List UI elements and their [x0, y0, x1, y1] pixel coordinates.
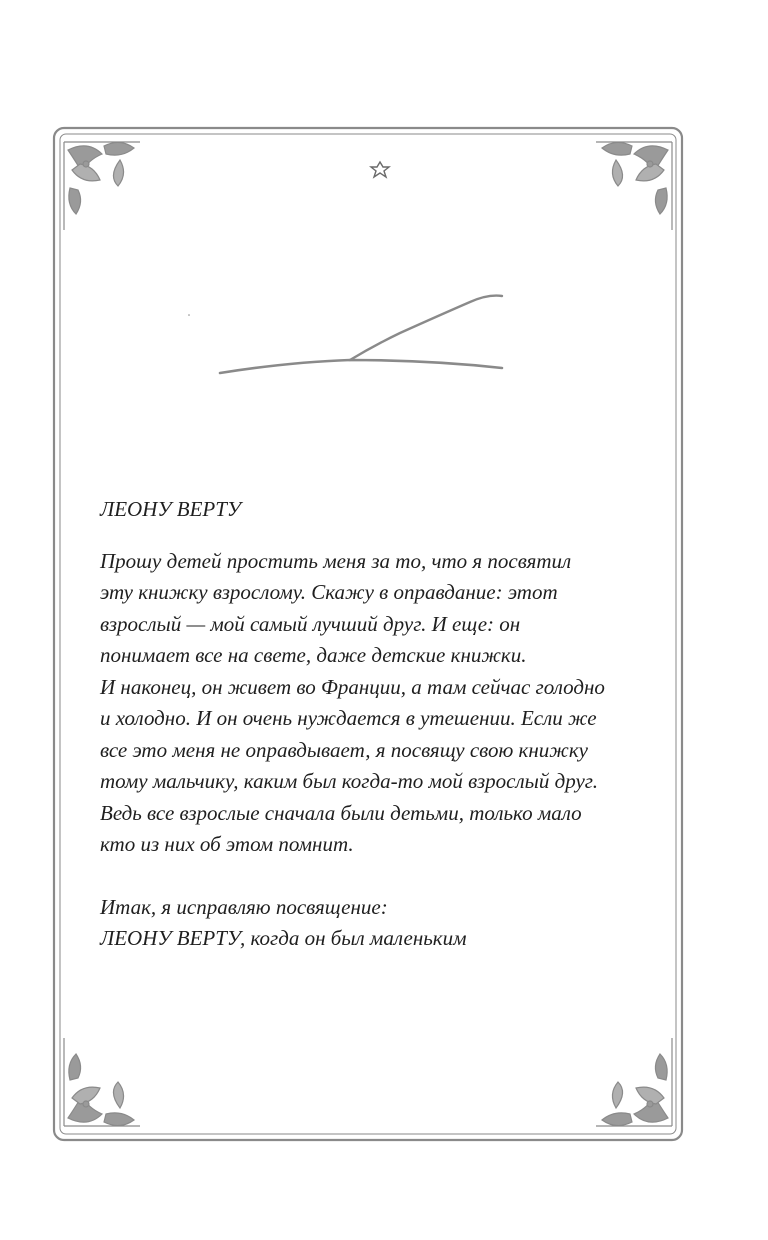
- paragraph-line: все это меня не оправдывает, я посвящу свою книжку: [100, 737, 588, 762]
- paragraph-line: взрослый — мой самый лучший друг. И еще: он: [100, 611, 521, 636]
- corner-ornament-top-left-icon: [64, 142, 140, 230]
- paragraph-line: тому мальчику, каким был когда-то мой взрослый друг.: [100, 769, 598, 793]
- star-icon: [371, 162, 389, 177]
- landscape-sketch: [188, 296, 502, 373]
- paragraph-line: и холодно. И он очень нуждается в утешении. Если же: [100, 706, 597, 730]
- dedication-paragraph: [100, 546, 660, 861]
- corner-ornament-bottom-right-icon: [596, 1038, 672, 1126]
- paragraph-line: понимает все на свете, даже детские книжки.: [100, 643, 527, 667]
- closing-line: Итак, я исправляю посвящение:: [100, 894, 388, 919]
- paragraph-line: эту книжку взрослому. Скажу в оправдание: этот: [100, 580, 558, 604]
- paragraph-line: Ведь все взрослые сначала были детьми, только мало: [100, 800, 582, 825]
- closing-paragraph: [100, 892, 660, 955]
- dedication-text: [100, 494, 660, 986]
- closing-line: ЛЕОНУ ВЕРТУ, когда он был маленьким: [100, 926, 467, 950]
- paragraph-line: Прошу детей простить меня за то, что я посвятил: [100, 548, 572, 573]
- paragraph-line: кто из них об этом помнит.: [100, 832, 354, 856]
- dedication-heading: ЛЕОНУ ВЕРТУ: [100, 497, 242, 521]
- paragraph-line: И наконец, он живет во Франции, а там сейчас голодно: [100, 674, 605, 699]
- corner-ornament-top-right-icon: [596, 142, 672, 230]
- corner-ornament-bottom-left-icon: [64, 1038, 140, 1126]
